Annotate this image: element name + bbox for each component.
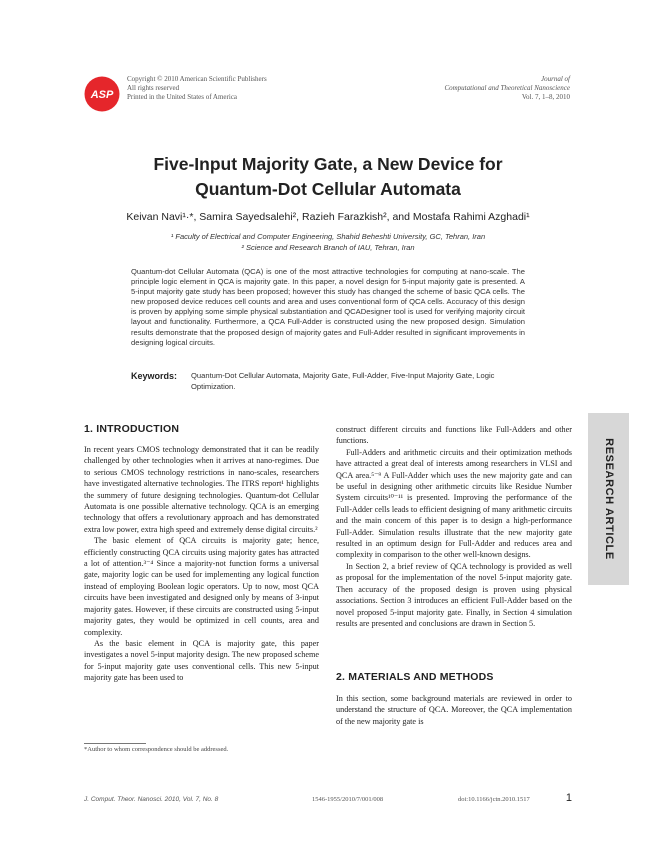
affiliation-2: ² Science and Research Branch of IAU, Tehran, Iran bbox=[241, 243, 415, 252]
keywords-label: Keywords: bbox=[131, 371, 178, 381]
affiliations bbox=[0, 231, 656, 253]
left-column bbox=[84, 444, 319, 684]
paragraph: As the basic element in QCA is majority gate, this paper investigates a novel 5-input majority design. The new proposed scheme for 5-input majority gate uses conventional cells. This new 5-input majority gate has been used to bbox=[84, 638, 319, 683]
research-article-tab bbox=[588, 413, 629, 585]
paragraph: In recent years CMOS technology demonstrated that it can be readily challenged by other technologies when it arrives at nano-regimes. Due to serious CMOS technology restrictions in nano-scales, researchers have investigated alternative technologies. The ITRS report¹ highlights the summery of future designing technologies. Quantum-dot Cellular Automata is one possible alternative technology. QCA is an emerging technology that offers a revolutionary approach and has demonstrated extra low power, extra high speed and extremely dense digital circuits.² bbox=[84, 445, 319, 534]
affiliation-1: ¹ Faculty of Electrical and Computer Engineering, Shahid Beheshti University, GC, Tehran, Iran bbox=[170, 232, 486, 241]
journal-name-line-1: Journal of bbox=[541, 75, 570, 83]
paragraph: Full-Adders and arithmetic circuits and their optimization methods have attracted a great deal of interests among researchers in VLSI and QCA area.⁵⁻⁹ A Full-Adder which uses the new majority gate and can be useful in designing other arithmetic circuits like Residue Number System circuits¹⁰⁻¹¹ is presented. Improving the performance of the Full-Adder cells leads to efficient designing of many arithmetic circuits and the main concern of this paper is to design a high-performance Full-Adder. Simulation results illustrate that the new majority gate resulted in an optimum design for Full-Adder and reduces area and complexity in comparison to the other well-known designs. bbox=[336, 447, 572, 560]
footer-citation: J. Comput. Theor. Nanosci. 2010, Vol. 7, No. 8 bbox=[84, 796, 219, 803]
paper-title bbox=[0, 152, 656, 202]
methods-text bbox=[336, 693, 572, 727]
paragraph: In this section, some background materials are reviewed in order to understand the structure of QCA. Moreover, the QCA implementation of the new majority gate is bbox=[336, 694, 572, 726]
research-article-label: RESEARCH ARTICLE bbox=[602, 438, 615, 560]
page-number: 1 bbox=[565, 792, 572, 804]
footnote-divider bbox=[84, 743, 146, 744]
footer-issn: 1546-1955/2010/7/001/008 bbox=[312, 796, 384, 803]
journal-volume: Vol. 7, 1–8, 2010 bbox=[521, 93, 570, 101]
section-heading-methods: 2. MATERIALS AND METHODS bbox=[336, 671, 494, 683]
author-list: Keivan Navi¹·*, Samira Sayedsalehi², Razieh Farazkish², and Mostafa Rahimi Azghadi¹ bbox=[126, 211, 530, 223]
section-heading-introduction: 1. INTRODUCTION bbox=[84, 423, 180, 435]
abstract: Quantum-dot Cellular Automata (QCA) is one of the most attractive technologies for computing at nano-scale. The principle logic element in QCA is majority gate. In this paper, a novel design for 5-input majority gate is presented. A 5-input majority gate study has been proposed; however this study has changed the scheme of basic QCA cells. The new proposed device reduces cell counts and area and uses conventional form of QCA cells. Accuracy of this design is proven by applying some simple physical substantiation and QCADesigner tool is used for verifying majority circuit layout and functionality. Furthermore, a QCA Full-Adder is constructed using the new proposed design. Simulation results demonstrate that the proposed design of majority gates and Full-Adder resulted in significant improvements in designing logical circuits. bbox=[131, 267, 525, 347]
keywords-list: Quantum-Dot Cellular Automata, Majority Gate, Full-Adder, Five-Input Majority Gate, Logic Optimization. bbox=[191, 371, 495, 391]
journal-name-line-2: Computational and Theoretical Nanoscience bbox=[444, 84, 570, 92]
printed-line: Printed in the United States of America bbox=[127, 93, 238, 101]
footer-doi: doi:10.1166/jctn.2010.1517 bbox=[458, 796, 530, 803]
copyright-notice bbox=[127, 75, 267, 102]
journal-info bbox=[444, 75, 570, 102]
footnote: *Author to whom correspondence should be addressed. bbox=[84, 746, 229, 753]
paragraph: The basic element of QCA circuits is majority gate; hence, efficiently constructing QCA circuits using majority gates has attracted a lot of attention.³⁻⁴ Since a majority-not function forms a universal gate, majority logic can be used for implementing any logical function instead of employing Boolean logic operators. Up to now, most QCA circuits have been investigated and designed only by means of 3-input majority gates. However, if these circuits are constructed using 5-input majority gates, they would be optimized in cell counts, area and complexity. bbox=[84, 536, 319, 637]
right-column bbox=[336, 424, 572, 629]
title-line-1: Five-Input Majority Gate, a New Device for bbox=[153, 154, 503, 174]
page-footer bbox=[84, 794, 572, 808]
title-line-2: Quantum-Dot Cellular Automata bbox=[195, 179, 461, 199]
paragraph: In Section 2, a brief review of QCA technology is provided as well as proposal for the implementation of the novel 5-input majority gate. Then accuracy of the proposed design is proven using physical associations. Section 3 introduces an efficient Full-Adder based on the novel proposed 5-input majority gate. Finally, in Section 4 simulation results are presented and conclusions are drawn in Section 5. bbox=[336, 561, 572, 628]
paragraph: construct different circuits and functions like Full-Adders and other functions. bbox=[336, 425, 572, 446]
rights-line: All rights reserved bbox=[127, 84, 180, 92]
publisher-logo bbox=[84, 76, 120, 112]
svg-text:ASP: ASP bbox=[90, 89, 114, 101]
copyright-line: Copyright © 2010 American Scientific Publishers bbox=[127, 75, 267, 83]
